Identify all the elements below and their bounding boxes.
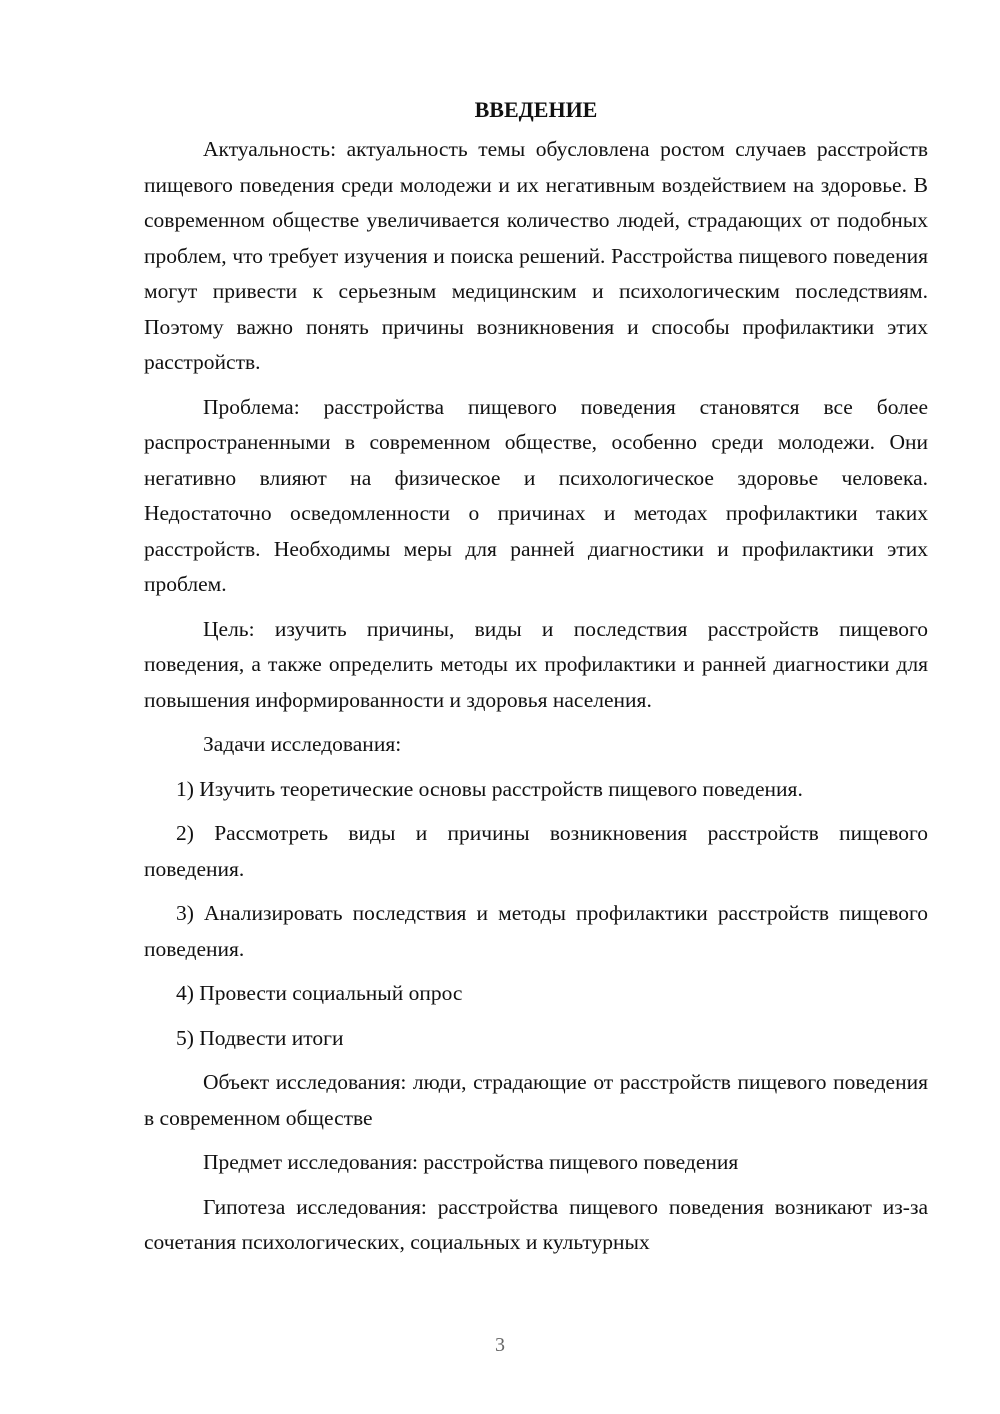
task-item: 4) Провести социальный опрос: [176, 981, 463, 1005]
tasks-heading: Задачи исследования:: [203, 732, 402, 756]
task-item: 3) Анализировать последствия и методы профилактики расстройств пищевого поведения.: [144, 901, 928, 961]
section-heading: ВВЕДЕНИЕ: [474, 97, 598, 122]
task-item: 5) Подвести итоги: [176, 1025, 344, 1050]
document-page: [144, 96, 928, 1270]
hypothesis-paragraph: Гипотеза исследования: расстройства пищевого поведения возникают из-за сочетания психологических, социальных и культурных: [144, 1194, 928, 1254]
page-number: 3: [495, 1334, 505, 1356]
relevance-paragraph: Актуальность: актуальность темы обусловлена ростом случаев расстройств пищевого поведения среди молодежи и их негативным воздействием на здоровье. В современном обществе увеличивается количество людей, страдающих от подобных проблем, что требует изучения и поиска решений. Расстройства пищевого поведения могут привести к серьезным медицинским и психологическим последствиям. Поэтому важно понять причины возникновения и способы профилактики этих расстройств.: [144, 137, 928, 374]
object-paragraph: Объект исследования: люди, страдающие от расстройств пищевого поведения в современном обществе: [144, 1070, 928, 1130]
task-item: 1) Изучить теоретические основы расстройств пищевого поведения.: [176, 776, 803, 801]
subject-paragraph: Предмет исследования: расстройства пищевого поведения: [203, 1150, 739, 1174]
problem-paragraph: Проблема: расстройства пищевого поведения становятся все более распространенными в современном обществе, особенно среди молодежи. Они негативно влияют на физическое и психологическое здоровье человека. Недостаточно осведомленности о причинах и методах профилактики таких расстройств. Необходимы меры для ранней диагностики и профилактики этих проблем.: [144, 394, 928, 596]
task-item: 2) Рассмотреть виды и причины возникновения расстройств пищевого поведения.: [144, 821, 928, 881]
goal-paragraph: Цель: изучить причины, виды и последствия расстройств пищевого поведения, а также определить методы их профилактики и ранней диагностики для повышения информированности и здоровья населения.: [144, 616, 928, 712]
